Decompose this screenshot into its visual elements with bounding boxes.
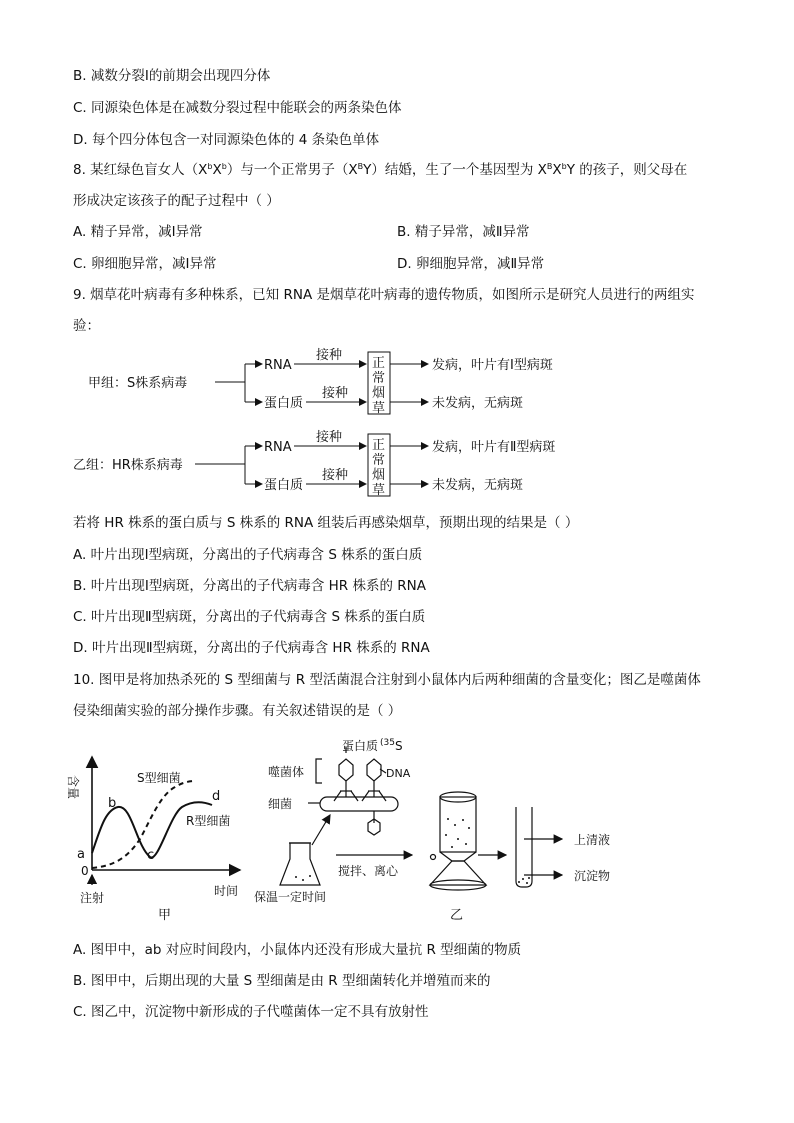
figure-b-caption: 乙 xyxy=(450,908,464,923)
q8-option-d: D. 卵细胞异常，减Ⅱ异常 xyxy=(397,256,545,272)
q9-stem-line3: 若将 HR 株系的蛋白质与 S 株系的 RNA 组装后再感染烟草，预期出现的结果是（ ） xyxy=(73,515,579,531)
result-b-protein: 未发病，无病斑 xyxy=(432,478,524,493)
q8-option-a: A. 精子异常，减Ⅰ异常 xyxy=(73,224,203,240)
protein-label: 蛋白质 (35S xyxy=(342,738,403,753)
bacteria-label: 细菌 xyxy=(268,797,293,811)
q10-stem-line1: 10. 图甲是将加热杀死的 S 型细菌与 R 型活菌混合注射到小鼠体内后两种细菌的含量变化；图乙是噬菌体 xyxy=(73,672,701,688)
q9-option-c: C. 叶片出现Ⅱ型病斑，分离出的子代病毒含 S 株系的蛋白质 xyxy=(73,609,426,625)
point-b-label: b xyxy=(108,796,117,811)
q8-stem-line1: 8. 某红绿色盲女人$(X^bX^b)$与一个正常男子$(X^BY)$结婚，生了一个基因型为 $X^BX^bY$ 的孩子，则父母在 xyxy=(73,162,688,178)
protein-label-a: 蛋白质 xyxy=(264,396,304,411)
point-c-label: c xyxy=(147,848,155,863)
q8-stem-line2: 形成决定该孩子的配子过程中（ ） xyxy=(73,193,280,209)
rna-label-a: RNA xyxy=(264,358,292,373)
tobacco-char-2: 常 xyxy=(372,371,386,386)
result-a-rna: 发病，叶片有Ⅰ型病斑 xyxy=(432,358,553,373)
q10-option-a: A. 图甲中，ab 对应时间段内，小鼠体内还没有形成大量抗 R 型细菌的物质 xyxy=(73,942,522,958)
protein-label-b: 蛋白质 xyxy=(264,478,304,493)
group-b-label: 乙组：HR株系病毒 xyxy=(73,458,183,473)
q8-option-c: C. 卵细胞异常，减Ⅰ异常 xyxy=(73,256,217,272)
q10-figure xyxy=(0,735,794,930)
inoculate-label-b2: 接种 xyxy=(322,468,349,483)
q7-option-b: B. 减数分裂Ⅰ的前期会出现四分体 xyxy=(73,68,271,84)
figure-a-caption: 甲 xyxy=(158,908,172,923)
inoculate-label-b1: 接种 xyxy=(316,430,343,445)
q9-option-a: A. 叶片出现Ⅰ型病斑，分离出的子代病毒含 S 株系的蛋白质 xyxy=(73,547,423,563)
inoculate-label-a1: 接种 xyxy=(316,348,343,363)
tobacco-char-4: 草 xyxy=(372,401,386,416)
result-b-rna: 发病，叶片有Ⅱ型病斑 xyxy=(432,440,556,455)
q7-option-c: C. 同源染色体是在减数分裂过程中能联会的两条染色体 xyxy=(73,100,402,116)
r-bacteria-label: R型细菌 xyxy=(186,814,231,828)
tobacco-char-6: 常 xyxy=(372,453,386,468)
s-bacteria-curve xyxy=(92,781,196,868)
result-a-protein: 未发病，无病斑 xyxy=(432,396,524,411)
point-d-label: d xyxy=(212,789,221,804)
dna-label: DNA xyxy=(386,767,411,780)
point-a-label: a xyxy=(77,847,85,862)
q9-option-d: D. 叶片出现Ⅱ型病斑，分离出的子代病毒含 HR 株系的 RNA xyxy=(73,640,430,656)
phage-label: 噬菌体 xyxy=(268,765,305,779)
y-axis-label-char1: 含量 xyxy=(66,775,80,800)
supernatant-label: 上清液 xyxy=(574,833,611,847)
q10-option-b: B. 图甲中，后期出现的大量 S 型细菌是由 R 型细菌转化并增殖而来的 xyxy=(73,973,491,989)
tobacco-char-3: 烟 xyxy=(372,386,386,401)
q10-option-c: C. 图乙中，沉淀物中新形成的子代噬菌体一定不具有放射性 xyxy=(73,1004,429,1020)
origin-label: 0 xyxy=(81,864,89,878)
inoculate-label-a2: 接种 xyxy=(322,386,349,401)
x-axis-label: 时间 xyxy=(214,884,239,898)
tobacco-char-1: 正 xyxy=(372,356,386,371)
s-bacteria-label: S型细菌 xyxy=(137,771,181,785)
q7-option-d: D. 每个四分体包含一对同源染色体的 4 条染色单体 xyxy=(73,132,380,148)
sediment-label: 沉淀物 xyxy=(574,869,611,883)
figure-b-diagram xyxy=(280,747,562,890)
tobacco-char-5: 正 xyxy=(372,438,386,453)
q8-option-b: B. 精子异常，减Ⅱ异常 xyxy=(397,224,530,240)
q9-stem-line2: 验： xyxy=(73,318,100,334)
q9-option-b: B. 叶片出现Ⅰ型病斑，分离出的子代病毒含 HR 株系的 RNA xyxy=(73,578,426,594)
q10-stem-line2: 侵染细菌实验的部分操作步骤。有关叙述错误的是（ ） xyxy=(73,703,402,719)
tobacco-char-8: 草 xyxy=(372,483,386,498)
group-a-label: 甲组：S株系病毒 xyxy=(88,376,188,391)
stir-label: 搅拌、离心 xyxy=(338,864,399,878)
inject-label: 注射 xyxy=(80,891,105,905)
incubate-label: 保温一定时间 xyxy=(254,890,327,904)
q9-figure xyxy=(0,340,794,505)
rna-label-b: RNA xyxy=(264,440,292,455)
tobacco-char-7: 烟 xyxy=(372,468,386,483)
q9-stem-line1: 9. 烟草花叶病毒有多种株系，已知 RNA 是烟草花叶病毒的遗传物质，如图所示是研究人员进行的两组实 xyxy=(73,287,695,303)
